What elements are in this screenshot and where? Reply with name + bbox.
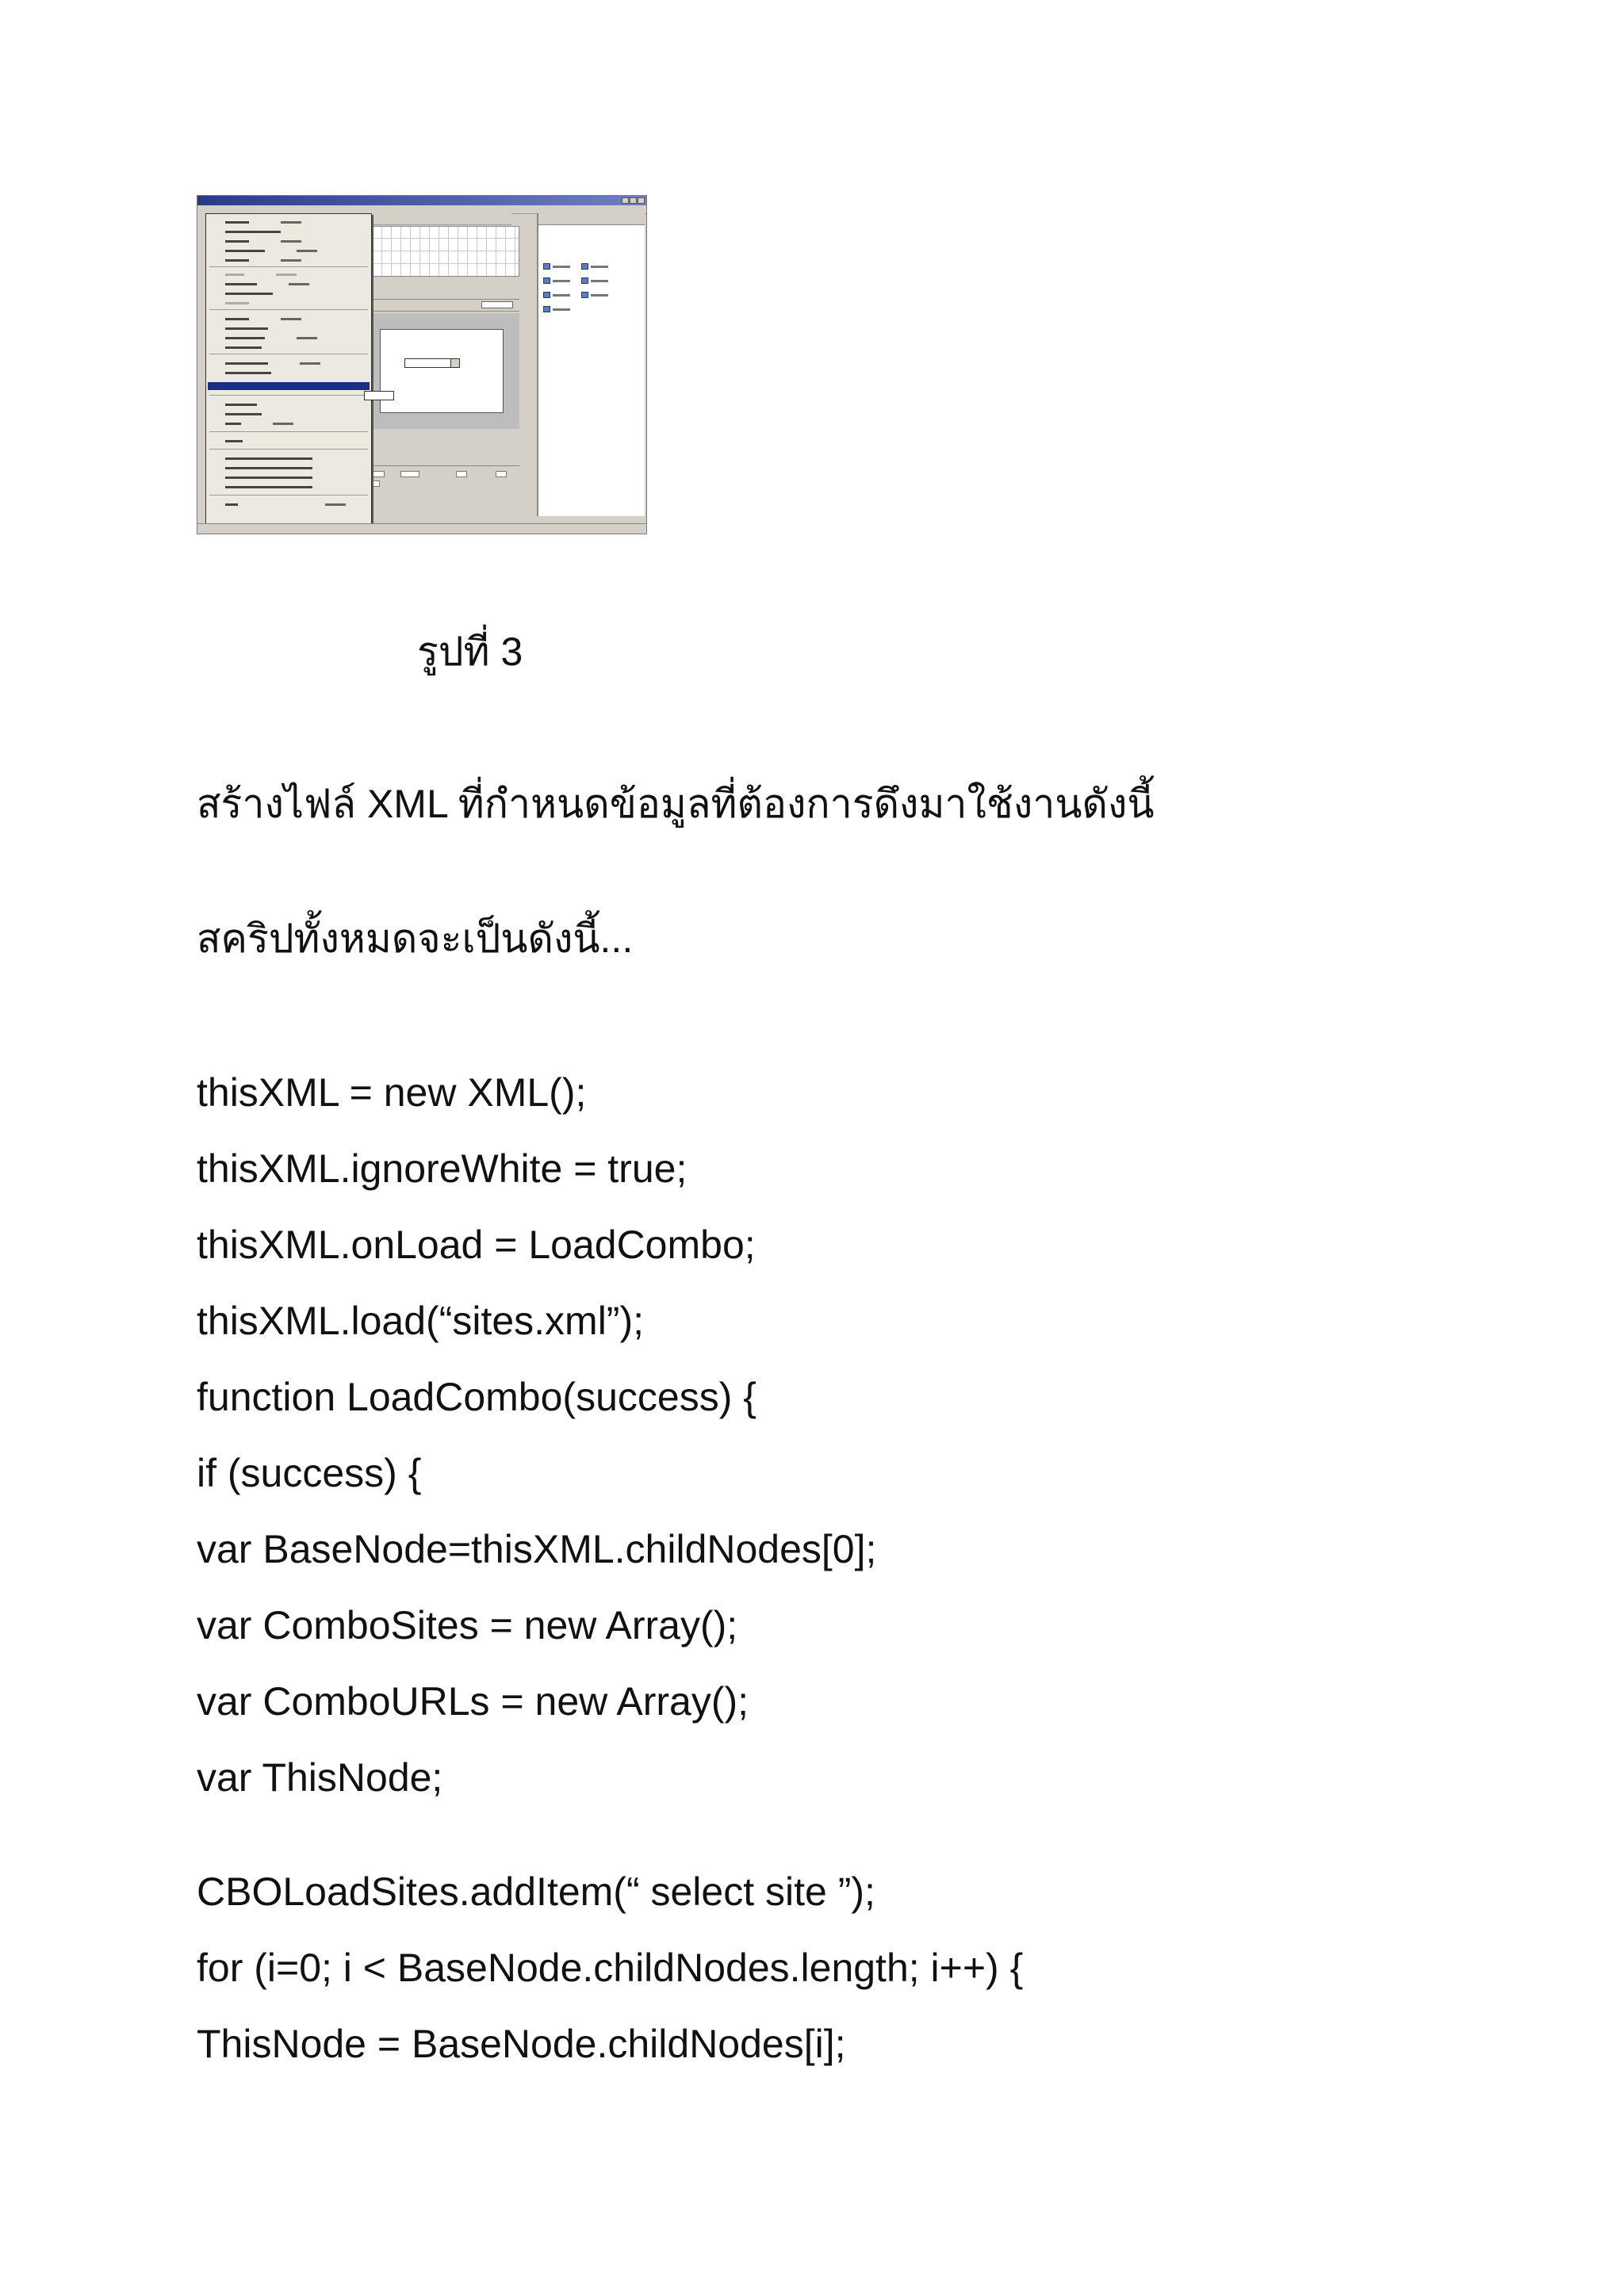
code-line: var ThisNode; — [197, 1755, 443, 1800]
code-line: thisXML.load(“sites.xml”); — [197, 1299, 644, 1343]
figure-toolbar — [372, 213, 511, 225]
figure-window-titlebar — [197, 196, 646, 205]
code-line: CBOLoadSites.addItem(“ select site ”); — [197, 1869, 875, 1914]
maximize-icon — [630, 197, 637, 204]
close-icon — [638, 197, 645, 204]
figure-zoom-select — [481, 301, 513, 308]
scrollbar-component-icon — [581, 292, 588, 298]
figure-components-row — [543, 305, 570, 313]
radiobutton-component-icon — [543, 292, 550, 298]
listbox-component-icon — [543, 277, 550, 284]
code-line: function LoadCombo(success) { — [197, 1375, 756, 1419]
code-line: thisXML = new XML(); — [197, 1070, 587, 1115]
scrollpane-component-icon — [543, 306, 550, 312]
pushbutton-component-icon — [581, 277, 588, 284]
figure-zoom-bar — [372, 299, 519, 312]
figure-properties-panel — [353, 465, 519, 492]
combobox-component-icon — [581, 263, 588, 270]
figure-stage-area — [364, 313, 519, 429]
figure-window-buttons — [622, 197, 645, 204]
figure-prop-field — [400, 471, 419, 477]
figure-panel-header — [538, 213, 645, 225]
figure-stage — [380, 329, 504, 413]
code-line: if (success) { — [197, 1451, 422, 1495]
code-line: var BaseNode=thisXML.childNodes[0]; — [197, 1527, 877, 1571]
paragraph-create-xml: สร้างไฟล์ XML ที่กำหนดข้อมูลที่ต้องการดึงมาใช้งานดังนี้ — [197, 782, 1155, 826]
code-line: var ComboSites = new Array(); — [197, 1603, 738, 1647]
code-line: ThisNode = BaseNode.childNodes[i]; — [197, 2022, 846, 2066]
minimize-icon — [622, 197, 629, 204]
figure-combobox — [404, 358, 460, 368]
figure-submenu — [364, 391, 394, 400]
figure-file-menu — [205, 213, 372, 529]
figure-components-row — [543, 277, 608, 285]
figure-prop-field — [496, 471, 507, 477]
code-line: for (i=0; i < BaseNode.childNodes.length; i++) { — [197, 1946, 1024, 1990]
figure-statusbar — [197, 523, 646, 534]
figure-components-panel — [537, 213, 645, 516]
figure-components-row — [543, 291, 608, 299]
figure-caption: รูปที่ 3 — [417, 629, 523, 674]
code-line: thisXML.onLoad = LoadCombo; — [197, 1223, 756, 1267]
figure-prop-field — [456, 471, 467, 477]
figure-components-row — [543, 262, 608, 270]
paragraph-script-intro: สคริปทั้งหมดจะเป็นดังนี้... — [197, 916, 634, 961]
figure-screenshot — [197, 195, 647, 534]
code-line: var ComboURLs = new Array(); — [197, 1679, 749, 1724]
code-line: thisXML.ignoreWhite = true; — [197, 1146, 688, 1191]
chevron-down-icon — [450, 359, 459, 367]
checkbox-component-icon — [543, 263, 550, 270]
figure-timeline — [372, 226, 519, 277]
figure-menu-highlight — [208, 382, 370, 390]
